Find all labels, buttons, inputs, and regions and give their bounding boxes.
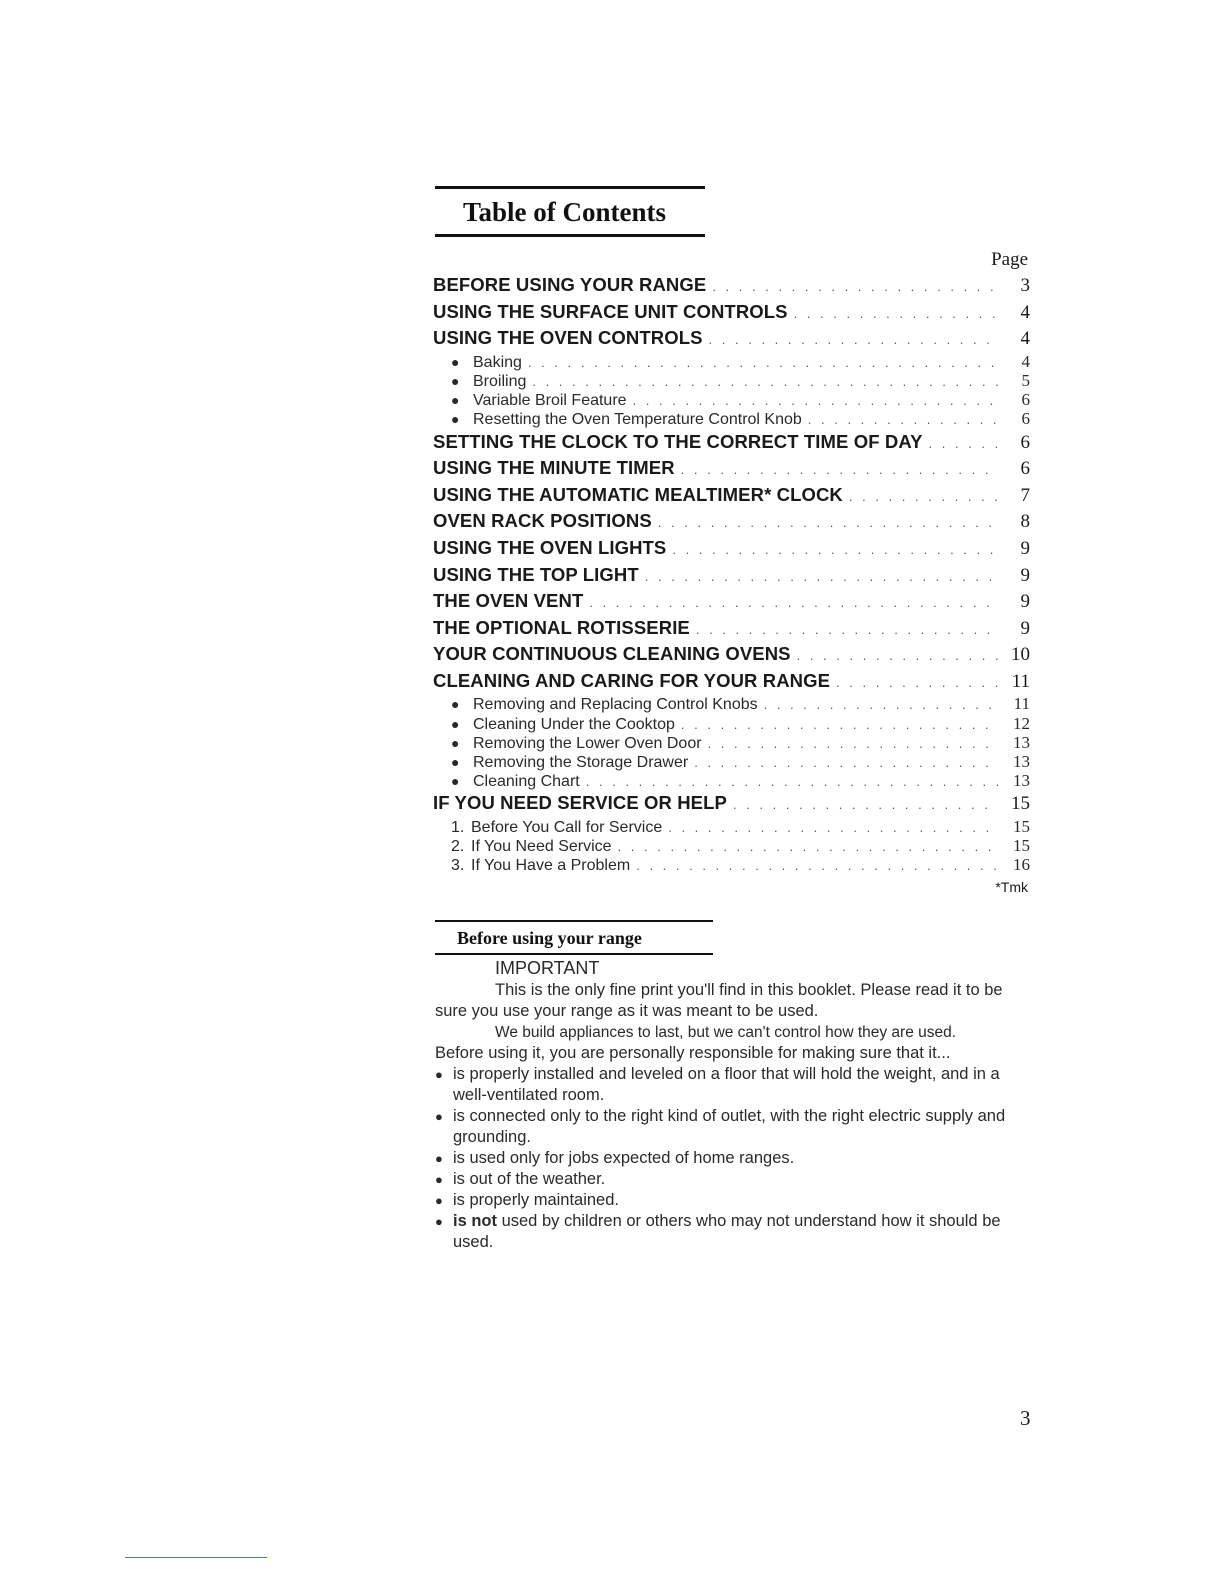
toc-entry xyxy=(433,641,1030,668)
leader-dots xyxy=(836,670,998,695)
emphasis-not: is not xyxy=(453,1212,497,1230)
leader-dots xyxy=(672,537,998,562)
toc-entry-label: 3. If You Have a Problem xyxy=(451,857,631,875)
toc-subentry xyxy=(433,855,1030,874)
leader-dots xyxy=(694,753,998,771)
toc-entry-label: THE OVEN VENT xyxy=(433,590,584,612)
toc-entry xyxy=(433,299,1030,326)
leader-dots xyxy=(532,372,998,390)
bullet-dot-icon: ● xyxy=(435,1193,443,1208)
toc-page-number: 13 xyxy=(1013,732,1030,752)
toc-entry-label: ● Resetting the Oven Temperature Control Knob xyxy=(451,411,802,429)
toc-entry xyxy=(433,562,1030,589)
toc-page-number: 11 xyxy=(1013,694,1030,714)
toc-page-number: 9 xyxy=(1020,617,1030,639)
toc-subentry xyxy=(433,694,1030,713)
toc-page-number: 16 xyxy=(1013,855,1030,875)
list-item: ● is not used by children or others who may not understand how it should be used. xyxy=(435,1212,1001,1251)
toc-entry-number: 1. xyxy=(451,819,465,836)
list-item: ● is properly installed and leveled on a floor that will hold the weight, and in a well-ventilated room. xyxy=(435,1065,1000,1104)
toc-page-number: 12 xyxy=(1013,713,1030,733)
bullet-dot-icon: ● xyxy=(451,392,460,409)
toc-entry-label: ● Removing the Storage Drawer xyxy=(451,754,689,772)
intro-paragraph-1: This is the only fine print you'll find in this booklet. Please read it to be sure you use your range as it was meant to be used. xyxy=(435,981,1003,1020)
list-item: ● is properly maintained. xyxy=(435,1191,619,1209)
bullet-dot-icon: ● xyxy=(435,1109,443,1124)
toc-subentry xyxy=(433,409,1030,428)
toc-entry-label: ● Baking xyxy=(451,353,522,371)
toc-subentry xyxy=(433,352,1030,371)
leader-dots xyxy=(849,484,998,509)
toc-page-number: 3 xyxy=(1020,275,1030,296)
leader-dots xyxy=(668,818,998,836)
toc-entry-label: SETTING THE CLOCK TO THE CORRECT TIME OF DAY xyxy=(433,430,923,452)
toc-page-number: 15 xyxy=(1013,817,1030,836)
toc-entry-number: 3. xyxy=(451,857,465,875)
toc-entry-label: YOUR CONTINUOUS CLEANING OVENS xyxy=(433,643,791,665)
toc-entry-label: 1. Before You Call for Service xyxy=(451,819,663,836)
toc-entry xyxy=(433,535,1030,562)
toc-entry-label: USING THE MINUTE TIMER xyxy=(433,457,675,479)
toc-subentry xyxy=(433,752,1030,771)
toc-entry xyxy=(433,588,1030,615)
toc-entry xyxy=(433,455,1030,482)
toc-page-number: 11 xyxy=(1011,670,1030,692)
bullet-dot-icon: ● xyxy=(451,353,460,370)
toc-entry-label: ● Cleaning Chart xyxy=(451,773,580,791)
intro-paragraph-2: We build appliances to last, but we can't control how they are used. xyxy=(495,1024,957,1041)
toc-entry-label: USING THE AUTOMATIC MEALTIMER* CLOCK xyxy=(433,483,843,505)
bullet-dot-icon: ● xyxy=(451,734,460,751)
bullet-dot-icon: ● xyxy=(435,1214,443,1229)
toc-page-number: 15 xyxy=(1013,836,1030,856)
toc-subentry xyxy=(433,733,1030,752)
toc-entry xyxy=(433,790,1030,817)
bullet-dot-icon: ● xyxy=(435,1067,443,1082)
toc-entry xyxy=(433,429,1030,456)
toc-page-number: 6 xyxy=(1021,409,1030,429)
toc-entry-label: USING THE OVEN CONTROLS xyxy=(433,327,703,349)
important-label: IMPORTANT xyxy=(495,958,600,978)
list-item: ● is out of the weather. xyxy=(435,1170,606,1188)
toc-entry-label: CLEANING AND CARING FOR YOUR RANGE xyxy=(433,669,831,691)
bullet-dot-icon: ● xyxy=(435,1151,443,1166)
list-item: ● is used only for jobs expected of home ranges. xyxy=(435,1149,795,1167)
toc-page-number: 8 xyxy=(1020,511,1030,533)
leader-dots xyxy=(636,856,998,874)
footer-rule xyxy=(125,1557,267,1558)
toc-page-number: 4 xyxy=(1021,351,1030,371)
toc-page-number: 5 xyxy=(1021,370,1030,390)
toc-entry-label: USING THE OVEN LIGHTS xyxy=(433,536,667,558)
toc-entry-number: 2. xyxy=(451,838,465,856)
intro-paragraph-3: Before using it, you are personally responsible for making sure that it... xyxy=(435,1044,951,1062)
toc-entry-label: ● Cleaning Under the Cooktop xyxy=(451,715,675,733)
toc-page-number: 6 xyxy=(1020,431,1030,453)
leader-dots xyxy=(712,274,998,299)
toc-subentry xyxy=(433,714,1030,733)
toc-page-number: 6 xyxy=(1021,390,1030,410)
section-heading-block xyxy=(435,920,713,955)
toc-entry-label: OVEN RACK POSITIONS xyxy=(433,510,652,532)
toc-title: Table of Contents xyxy=(463,197,667,227)
toc-entry-label: ● Variable Broil Feature xyxy=(451,392,627,410)
toc-page-number: 13 xyxy=(1013,752,1030,772)
leader-dots xyxy=(797,643,998,668)
toc-page-number: 6 xyxy=(1020,458,1030,480)
toc-entry-label: USING THE TOP LIGHT xyxy=(433,563,639,585)
trademark-note: *Tmk xyxy=(995,878,1028,895)
leader-dots xyxy=(709,327,998,352)
bullet-dot-icon: ● xyxy=(451,372,460,389)
toc-page-number: 4 xyxy=(1020,301,1030,323)
responsibility-list xyxy=(435,1064,1035,1253)
toc-page-number: 13 xyxy=(1013,771,1030,791)
toc-subentry xyxy=(433,390,1030,409)
toc-entry xyxy=(433,615,1030,642)
toc-subentry xyxy=(433,371,1030,390)
toc-entry-label: BEFORE USING YOUR RANGE xyxy=(433,274,707,295)
toc-entry xyxy=(433,272,1030,299)
leader-dots xyxy=(681,715,998,733)
leader-dots xyxy=(708,734,998,752)
toc-entry-label: 2. If You Need Service xyxy=(451,838,612,856)
toc-entry xyxy=(433,325,1030,352)
bullet-dot-icon: ● xyxy=(451,773,460,790)
toc-page-number: 9 xyxy=(1020,537,1030,559)
toc-page-number: 4 xyxy=(1020,328,1030,350)
bullet-dot-icon: ● xyxy=(451,715,460,732)
list-item: ● is connected only to the right kind of outlet, with the right electric supply and grounding. xyxy=(435,1107,1006,1146)
toc-page-number: 15 xyxy=(1011,793,1030,815)
leader-dots xyxy=(794,301,998,326)
toc-entry-label: THE OPTIONAL ROTISSERIE xyxy=(433,616,690,638)
leader-dots xyxy=(808,410,998,428)
section-heading: Before using your range xyxy=(457,928,642,948)
toc-title-block xyxy=(435,186,705,237)
toc-entry-label: IF YOU NEED SERVICE OR HELP xyxy=(433,792,727,814)
leader-dots xyxy=(929,431,998,456)
leader-dots xyxy=(589,590,998,615)
leader-dots xyxy=(681,457,998,482)
leader-dots xyxy=(586,772,998,790)
page-column-header: Page xyxy=(991,249,1028,270)
bullet-dot-icon: ● xyxy=(451,696,460,713)
toc-entry-label: USING THE SURFACE UNIT CONTROLS xyxy=(433,300,788,322)
leader-dots xyxy=(696,617,998,642)
toc-entry xyxy=(433,482,1030,509)
toc-entry-label: ● Broiling xyxy=(451,372,527,390)
page-number: 3 xyxy=(1020,1406,1031,1430)
bullet-dot-icon: ● xyxy=(451,411,460,428)
toc-subentry xyxy=(433,771,1030,790)
toc-entry-label: ● Removing the Lower Oven Door xyxy=(451,734,702,752)
leader-dots xyxy=(733,792,998,817)
toc-page-number: 9 xyxy=(1020,591,1030,613)
leader-dots xyxy=(645,564,998,589)
toc-subentry xyxy=(433,836,1030,855)
toc-entry xyxy=(433,668,1030,695)
toc-rows xyxy=(433,272,1030,875)
leader-dots xyxy=(764,695,998,713)
table-of-contents xyxy=(433,248,1030,895)
bullet-dot-icon: ● xyxy=(435,1172,443,1187)
toc-page-number: 9 xyxy=(1020,564,1030,586)
toc-page-number: 10 xyxy=(1011,644,1030,666)
toc-subentry xyxy=(433,817,1030,836)
toc-page-number: 7 xyxy=(1020,484,1030,506)
leader-dots xyxy=(658,510,998,535)
section-body xyxy=(435,956,1035,1253)
toc-entry-label: ● Removing and Replacing Control Knobs xyxy=(451,696,758,714)
bullet-dot-icon: ● xyxy=(451,754,460,771)
leader-dots xyxy=(633,391,998,409)
toc-entry xyxy=(433,508,1030,535)
leader-dots xyxy=(528,353,998,371)
leader-dots xyxy=(618,837,998,855)
